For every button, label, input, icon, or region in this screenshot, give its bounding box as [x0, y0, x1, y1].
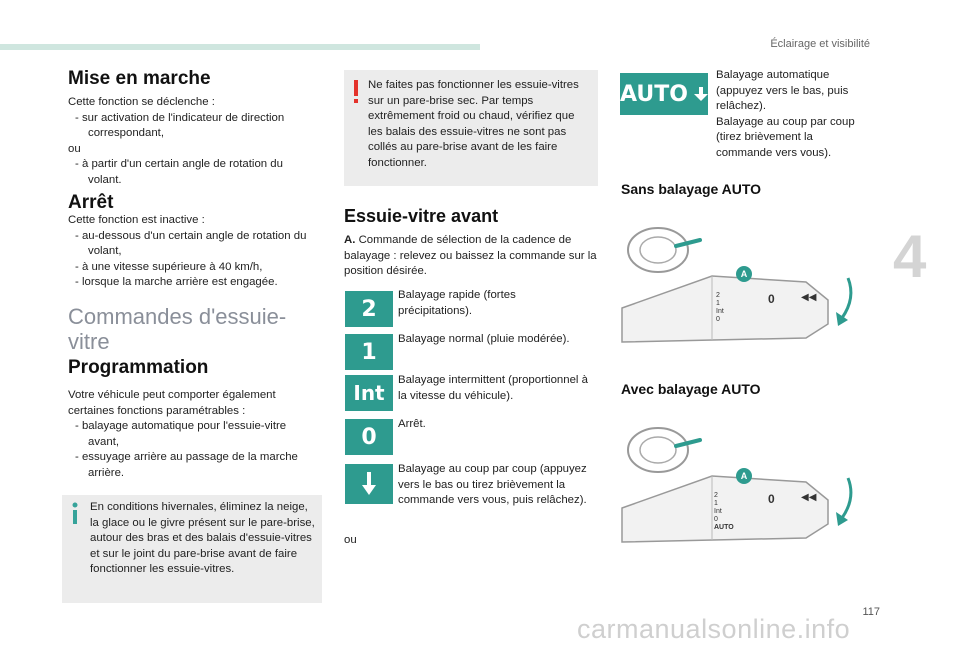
- programmation-title: Programmation: [68, 357, 209, 378]
- info-icon: [68, 502, 82, 524]
- row-intermittent-text: Balayage intermittent (proportionnel à la vitesse du véhicule).: [398, 374, 588, 402]
- auto-description: [716, 68, 856, 162]
- marker-a: A: [736, 266, 752, 282]
- auto-text-2: Balayage au coup par coup (tirez brièvement la commande vers vous).: [716, 115, 855, 159]
- badge-speed-1: 1: [345, 334, 393, 370]
- arret-title: Arrêt: [68, 192, 114, 213]
- mise-en-marche-intro: Cette fonction se déclenche :: [68, 96, 215, 108]
- arret-item-2: - à une vitesse supérieure à 40 km/h,: [75, 260, 263, 273]
- wiper-stalk-illustration-avec-auto: [616, 414, 860, 554]
- badge-stop: 0: [345, 419, 393, 455]
- badge-intermittent: Int: [345, 375, 393, 411]
- watermark: carmanualsonline.info: [577, 614, 851, 644]
- badge-speed-2: 2: [345, 291, 393, 327]
- warning-text: Ne faites pas fonctionner les essuie-vitres sur un pare-brise sec. Par temps extrêmement froid ou chaud, vérifiez que les balais des essuie-vitres ne sont pas collés au pare-brise avant de les faire fonctionner.: [368, 79, 579, 169]
- stalk-label-0: 0: [716, 316, 720, 323]
- arret-intro: Cette fonction est inactive :: [68, 214, 205, 226]
- badge-single-wipe: [345, 464, 393, 504]
- info-text: En conditions hivernales, éliminez la neige, la glace ou le givre présent sur le pare-brise, autour des bras et des balais d'essuie-vitres et sur le joint du pare-brise avant de faire fonctionner les essuie-vitres.: [90, 501, 315, 576]
- page-number: 117: [862, 606, 880, 618]
- essuie-vitre-avant-title: Essuie-vitre avant: [344, 206, 499, 226]
- row-speed-1-text: Balayage normal (pluie modérée).: [398, 333, 570, 345]
- top-accent-bar: [0, 44, 480, 50]
- intro-text: Commande de sélection de la cadence de balayage : relevez ou baissez la commande sur la position désirée.: [344, 234, 597, 278]
- stalk-label-1: 1: [714, 500, 718, 507]
- stalk-positions: [714, 492, 734, 532]
- row-stop-text: Arrêt.: [398, 418, 426, 430]
- warning-icon: [351, 80, 361, 104]
- arret-item-3: - lorsque la marche arrière est engagée.: [75, 276, 278, 289]
- auto-text: Balayage automatique (appuyez vers le bas, puis relâchez).: [716, 69, 849, 113]
- section-title: Éclairage et visibilité: [770, 38, 870, 50]
- middle-or: ou: [344, 534, 357, 546]
- stalk-label-int: Int: [716, 308, 724, 315]
- down-arrow-icon: [694, 87, 708, 101]
- mise-en-marche-item-1: - sur activation de l'indicateur de direction correspondant,: [75, 111, 285, 140]
- chapter-number: 4: [893, 223, 927, 290]
- stalk-label-1: 1: [716, 300, 720, 307]
- essuie-vitre-intro: [344, 233, 600, 280]
- arret-item-1: - au-dessous d'un certain angle de rotation du volant,: [75, 229, 307, 258]
- avec-auto-title: Avec balayage AUTO: [621, 381, 761, 397]
- rewind-icon: ◀◀: [801, 492, 817, 503]
- commandes-title-line-1: Commandes d'essuie-: [68, 304, 287, 329]
- commandes-title-line-2: vitre: [68, 329, 110, 354]
- badge-auto: [620, 73, 708, 115]
- mise-en-marche-title: Mise en marche: [68, 68, 211, 89]
- row-single-wipe-text: Balayage au coup par coup (appuyez vers le bas ou tirez brièvement la commande vers vous, puis relâchez).: [398, 463, 587, 507]
- rewind-icon: ◀◀: [801, 292, 817, 303]
- commandes-title: [68, 304, 286, 354]
- stalk-label-2: 2: [716, 292, 720, 299]
- programmation-text: [68, 388, 320, 482]
- row-speed-2-text: Balayage rapide (fortes précipitations).: [398, 289, 516, 317]
- stalk-positions: [716, 292, 724, 324]
- intro-marker: A.: [344, 234, 356, 246]
- programmation-item-1: - balayage automatique pour l'essuie-vitre avant,: [75, 420, 287, 448]
- mise-en-marche-text: [68, 95, 318, 189]
- stalk-label-2: 2: [714, 492, 718, 499]
- mise-en-marche-or: ou: [68, 142, 81, 155]
- badge-auto-label: AUTO: [620, 81, 688, 107]
- sans-auto-title: Sans balayage AUTO: [621, 181, 762, 197]
- rear-zero-label: 0: [768, 292, 775, 306]
- stalk-label-0: 0: [714, 516, 718, 523]
- stalk-label-auto: AUTO: [714, 524, 734, 531]
- rear-zero-label: 0: [768, 492, 775, 506]
- programmation-intro: Votre véhicule peut comporter également certaines fonctions paramétrables :: [68, 389, 276, 417]
- programmation-item-2: - essuyage arrière au passage de la marche arrière.: [75, 451, 298, 479]
- stalk-label-int: Int: [714, 508, 722, 515]
- mise-en-marche-item-2: - à partir d'un certain angle de rotation du volant.: [75, 158, 283, 186]
- down-arrow-icon: [361, 472, 377, 496]
- arret-text: [68, 213, 318, 291]
- wiper-stalk-illustration-sans-auto: [616, 214, 860, 354]
- marker-a: A: [736, 468, 752, 484]
